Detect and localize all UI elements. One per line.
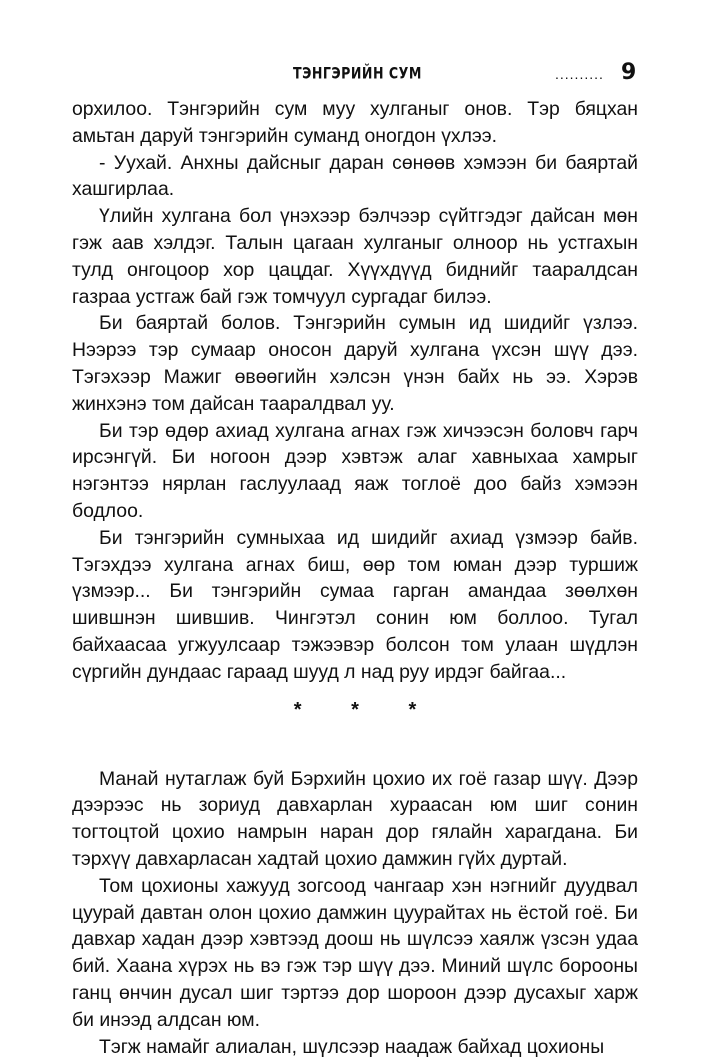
paragraph: - Уухай. Анхны дайсныг даран сөнөөв хэмээн би баяртай хашгирлаа.: [72, 150, 638, 204]
paragraph: Би баяртай болов. Тэнгэрийн сумын ид шидийг үзлээ. Нээрээ тэр сумаар оносон даруй хулгана үхсэн шүү дээ. Тэгэхээр Мажиг өвөөгийн хэлсэн үнэн байх нь ээ. Хэрэв жинхэнэ том дайсан таaралдвал уу.: [72, 310, 638, 417]
paragraph: Би тэнгэрийн сумныхаа ид шидийг ахиад үзмээр байв. Тэгэхдээ хулгана агнах биш, өөр том юман дээр туршиж үзмээр... Би тэнгэрийн сумаа гарган амандаа зөөлхөн шившнэн шившив. Чингэтэл сонин юм боллоо. Тугал байхаасаа угжуулсаар тэжээвэр болсон том улаан шүдлэн сүргийн дундаас гараад шууд л над руу ирдэг байгаа...: [72, 525, 638, 686]
paragraph: Том цохионы хажууд зогсоод чангаар хэн нэгнийг дуудвал цуурай давтан олон цохио дамжин цуурайтах нь ёстой гоё. Би давхар хадан дээр хэвтээд доош нь шүлсээ хаялж үзсэн удаа бий. Хаана хүрэх нь вэ гэж тэр шүү дээ. Миний шүлс борооны ганц өнчин дусал шиг тэртээ дор шороон дээр дусахыг харж би инээд алдсан юм.: [72, 873, 638, 1034]
paragraph: Би тэр өдөр ахиад хулгана агнах гэж хичээсэн боловч гарч ирсэнгүй. Би ногоон дээр хэвтэж алаг хавныхаа хамрыг нэгэнтээ нярлан гаслуулаад яаж тоглоё доо байз хэмээн бодлоо.: [72, 418, 638, 525]
page-number: 9: [621, 60, 636, 85]
body-text: [72, 96, 638, 1060]
paragraph: Үлийн хулгана бол үнэхээр бэлчээр сүйтгэдэг дайсан мөн гэж аав хэлдэг. Талын цагаан хулганыг олноор нь устгахын тулд онгоцоор хор цацдаг. Хүүхдүүд биднийг таaралдсан газраа устгаж бай гэж томчуул сургадаг билээ.: [72, 203, 638, 310]
running-header: [0, 62, 705, 88]
paragraph-continued: орхилоо. Тэнгэрийн сум муу хулганыг онов. Тэр бяцхан амьтан даруй тэнгэрийн суманд оногдон үхлээ.: [72, 96, 638, 150]
leader-dots: ..........: [555, 66, 604, 82]
section-break-asterisks: * * *: [72, 686, 638, 766]
paragraph: Тэгж намайг алиалан, шүлсээр наадаж байхад цохионы: [72, 1034, 638, 1060]
book-title: ТЭНГЭРИЙН СУМ: [293, 65, 422, 83]
paragraph: Манай нутаглаж буй Бэрхийн цохио их гоё газар шүү. Дээр дээрээс нь зориуд давхарлан хураасан юм шиг сонин тогтоцтой цохио намрын наран дор гялайн харагдана. Би тэрхүү давхарласан хадтай цохио дамжин гүйх дуртай.: [72, 766, 638, 873]
